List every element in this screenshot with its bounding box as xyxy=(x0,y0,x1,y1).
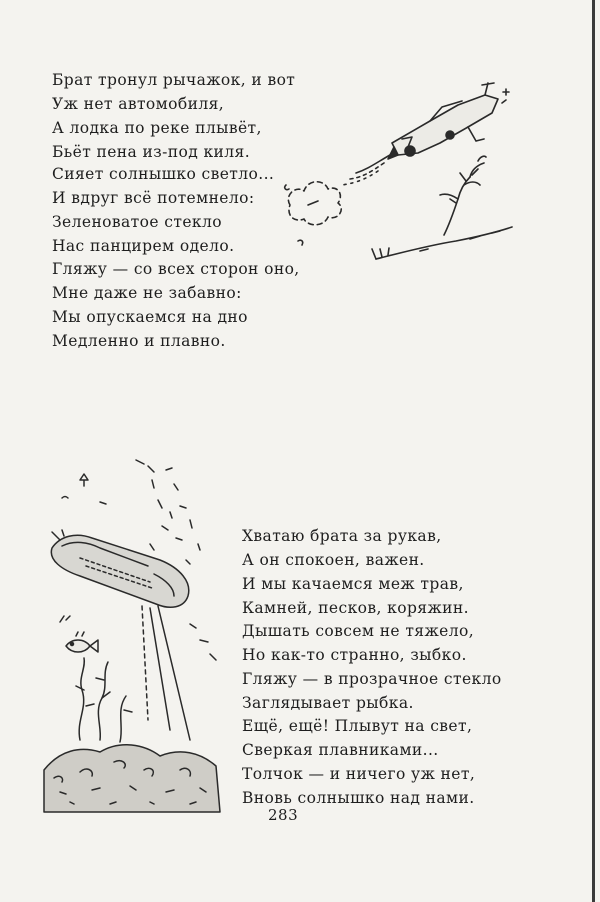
poem-line: Сияет солнышко светло... xyxy=(52,165,275,183)
flying-car-boat-drawing xyxy=(280,55,520,270)
poem-line: Зеленоватое стекло xyxy=(52,213,222,231)
poem-line: Хватаю брата за рукав, xyxy=(242,527,442,545)
poem-line: И мы качаемся меж трав, xyxy=(242,575,464,593)
stanza-2 xyxy=(52,162,274,258)
page-number: 283 xyxy=(268,806,299,824)
poem-line: Гляжу — со всех сторон оно, xyxy=(52,260,300,278)
underwater-vehicle-drawing xyxy=(40,440,240,820)
stanza-6 xyxy=(242,714,475,810)
poem-line: Уж нет автомобиля, xyxy=(52,95,225,113)
stanza-5 xyxy=(242,619,502,715)
poem-line: А он спокоен, важен. xyxy=(242,551,425,569)
poem-line: Вновь солнышко над нами. xyxy=(242,789,475,807)
poem-line: Медленно и плавно. xyxy=(52,332,226,350)
poem-line: Мне даже не забавно: xyxy=(52,284,242,302)
poem-line: Гляжу — в прозрачное стекло xyxy=(242,670,502,688)
poem-line: Камней, песков, коряжин. xyxy=(242,599,469,617)
poem-line: Толчок — и ничего уж нет, xyxy=(242,765,476,783)
poem-line: Бьёт пена из-под киля. xyxy=(52,143,251,161)
page-edge-divider xyxy=(592,0,595,902)
poem-line: Сверкая плавниками... xyxy=(242,741,439,759)
stanza-1 xyxy=(52,68,295,164)
poem-line: Заглядывает рыбка. xyxy=(242,694,414,712)
poem-line: Нас панцирем одело. xyxy=(52,237,235,255)
poem-line: Дышать совсем не тяжело, xyxy=(242,622,475,640)
poem-line: А лодка по реке плывёт, xyxy=(52,119,262,137)
poem-line: Брат тронул рычажок, и вот xyxy=(52,71,296,89)
poem-line: Ещё, ещё! Плывут на свет, xyxy=(242,717,473,735)
stanza-3 xyxy=(52,257,300,353)
stanza-4 xyxy=(242,524,469,620)
poem-line: И вдруг всё потемнело: xyxy=(52,189,255,207)
poem-line: Но как-то странно, зыбко. xyxy=(242,646,467,664)
poem-line: Мы опускаемся на дно xyxy=(52,308,248,326)
